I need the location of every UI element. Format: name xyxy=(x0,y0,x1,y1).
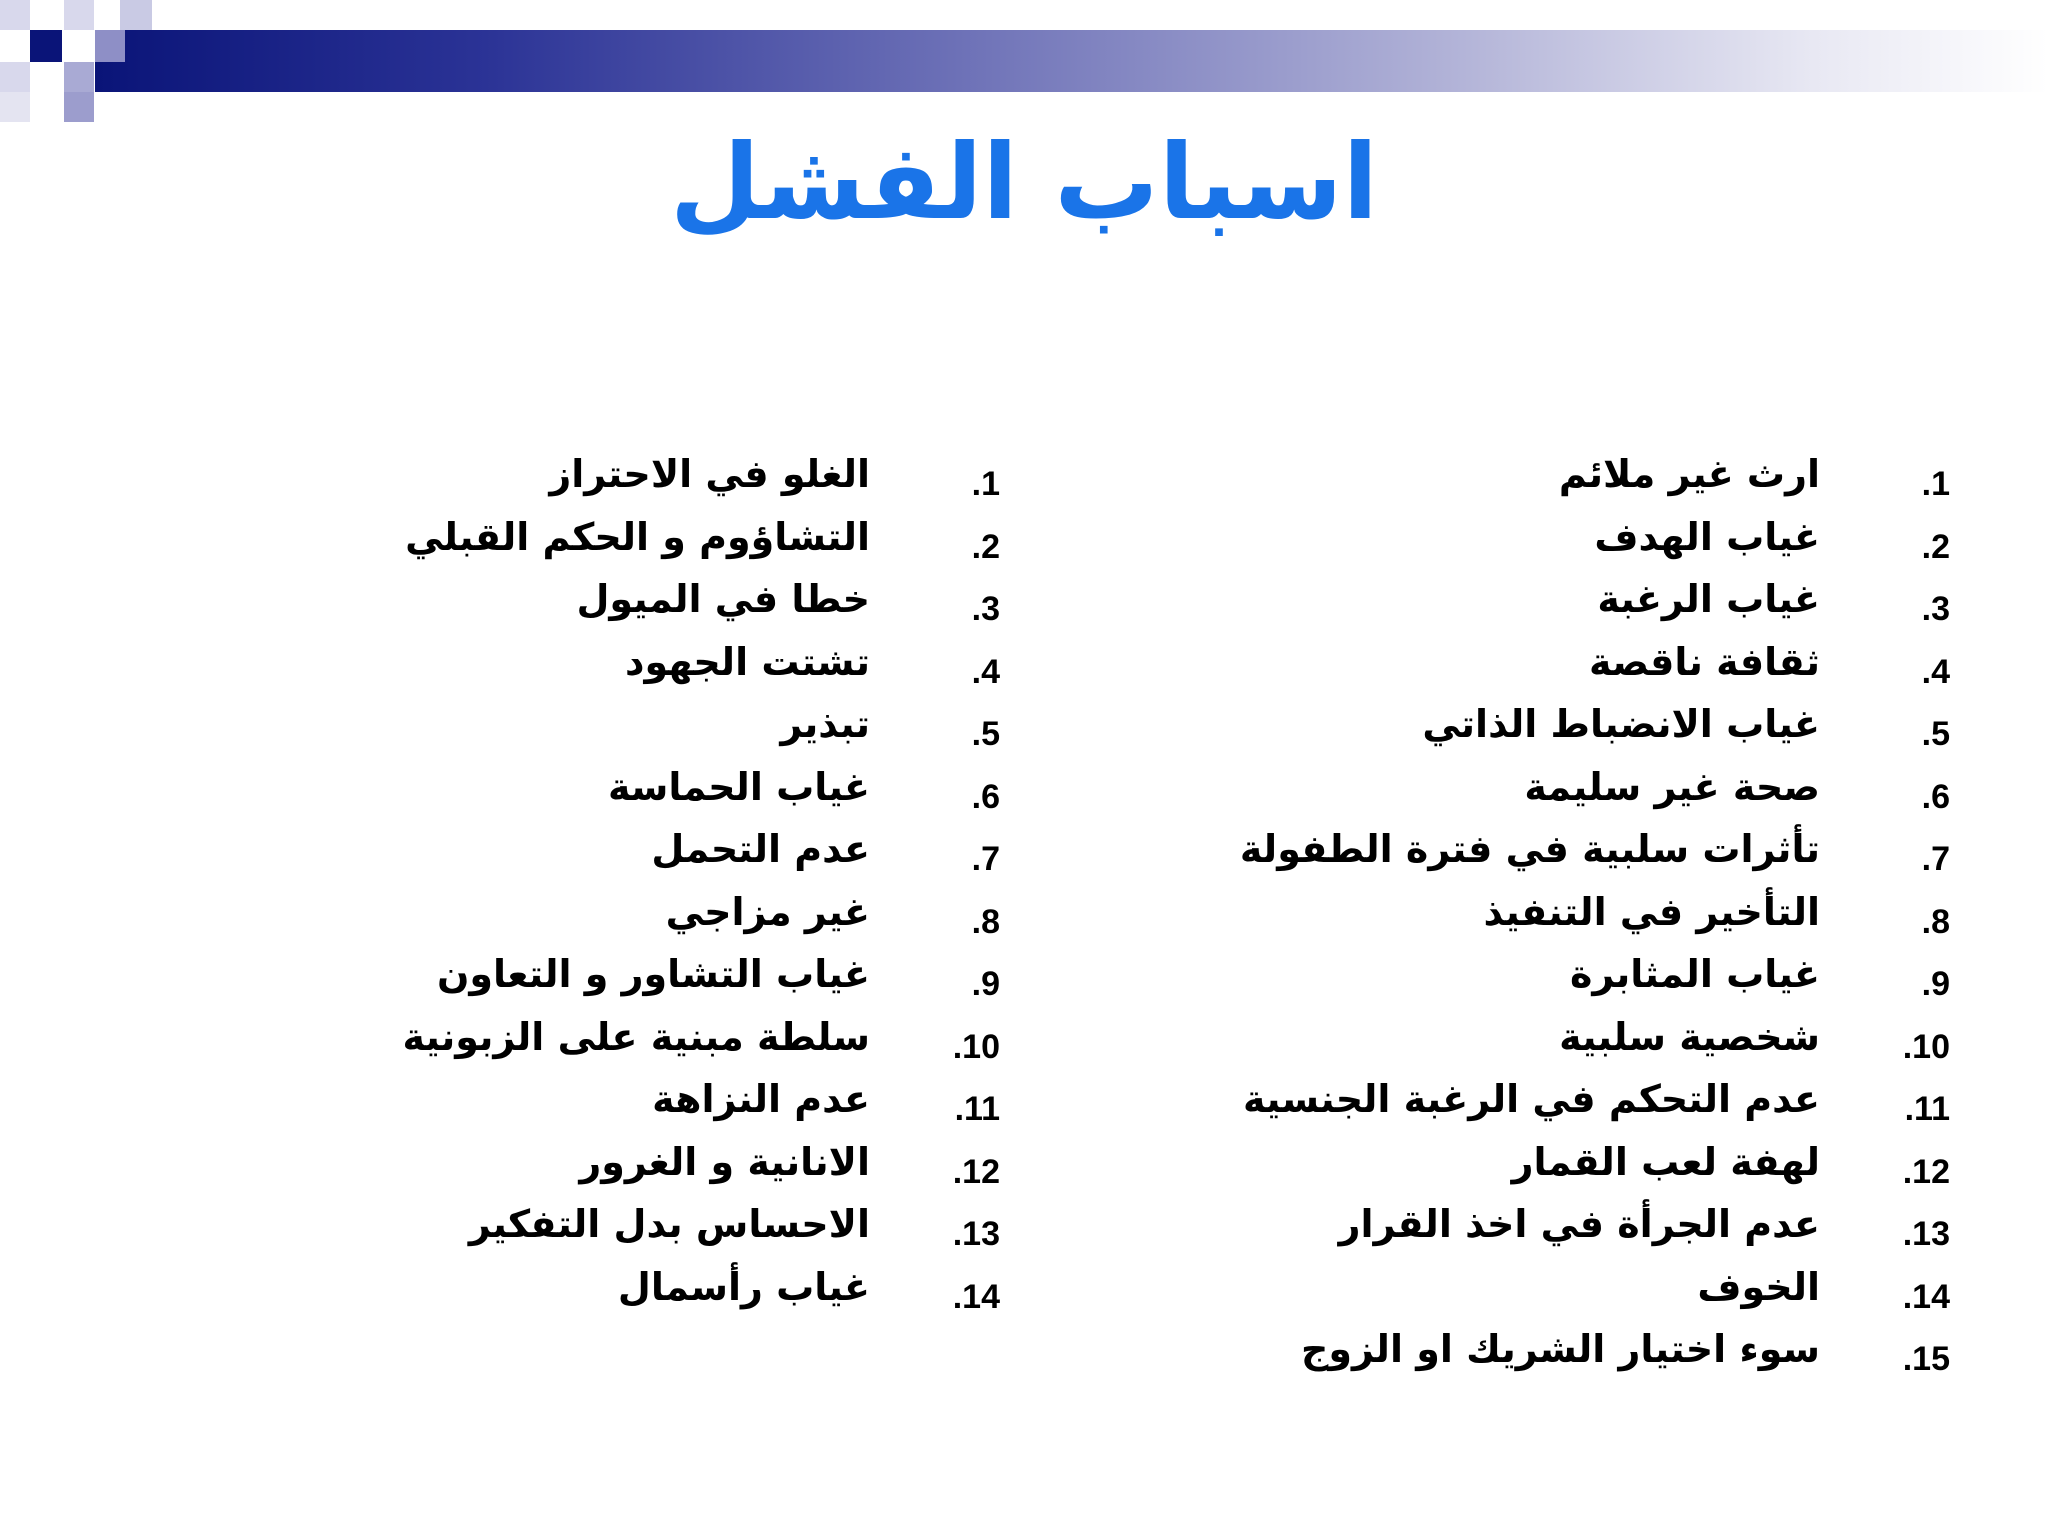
decor-square-light-3 xyxy=(0,62,30,92)
item-text: عدم الجرأة في اخذ القرار xyxy=(1338,1202,1820,1246)
item-number: 9. xyxy=(1921,965,1950,1003)
item-text: غياب الرغبة xyxy=(1597,577,1820,621)
item-number: 14. xyxy=(952,1277,1000,1316)
item-number: 15. xyxy=(1902,1340,1950,1378)
item-text: سوء اختيار الشريك او الزوج xyxy=(1301,1327,1820,1371)
item-number: 10. xyxy=(952,1027,1000,1066)
item-text: غياب رأسمال xyxy=(617,1264,870,1309)
item-text: تشتت الجهود xyxy=(625,639,870,684)
list-item xyxy=(1243,1073,1950,1136)
list-item xyxy=(1270,573,1950,636)
list-item xyxy=(1270,1011,1950,1074)
list-item xyxy=(400,948,1000,1011)
item-text: غياب الحماسة xyxy=(608,764,870,809)
decor-square-mid xyxy=(120,0,152,30)
list-item xyxy=(400,698,1000,761)
item-number: 7. xyxy=(971,840,1000,878)
item-text: غياب الانضباط الذاتي xyxy=(1422,702,1820,746)
item-number: 2. xyxy=(971,527,1000,566)
item-number: 5. xyxy=(971,715,1000,753)
item-text: شخصية سلبية xyxy=(1559,1014,1820,1059)
item-number: 12. xyxy=(1902,1152,1950,1191)
item-text: الخوف xyxy=(1697,1264,1820,1309)
item-text: ثقافة ناقصة xyxy=(1589,639,1820,684)
decor-square-mid-3 xyxy=(64,62,94,92)
list-item xyxy=(1270,761,1950,824)
item-number: 4. xyxy=(1921,652,1950,691)
list-item xyxy=(1270,448,1950,511)
item-number: 12. xyxy=(952,1152,1000,1191)
item-text: عدم التحمل xyxy=(651,827,870,871)
list-item xyxy=(400,448,1000,511)
list-item xyxy=(400,1073,1000,1136)
item-number: 11. xyxy=(1904,1090,1950,1128)
list-item xyxy=(400,1261,1000,1324)
item-text: عدم التحكم في الرغبة الجنسية xyxy=(1243,1077,1820,1121)
item-text: الاحساس بدل التفكير xyxy=(468,1202,870,1246)
list-item xyxy=(400,1198,1000,1261)
list-item xyxy=(400,636,1000,699)
item-number: 10. xyxy=(1902,1027,1950,1066)
list-item xyxy=(1270,636,1950,699)
item-text: عدم النزاهة xyxy=(652,1077,870,1121)
item-number: 6. xyxy=(1921,777,1950,816)
slide-title: اسباب الفشل xyxy=(669,121,1379,243)
item-number: 1. xyxy=(1921,465,1950,503)
item-text: غياب المثابرة xyxy=(1569,952,1820,996)
list-item xyxy=(400,886,1000,949)
item-text: خطا في الميول xyxy=(576,577,870,621)
right-causes-list xyxy=(1239,448,1950,1386)
item-text: غياب التشاور و التعاون xyxy=(436,952,870,996)
list-item xyxy=(1270,886,1950,949)
item-number: 4. xyxy=(971,652,1000,691)
item-number: 14. xyxy=(1902,1277,1950,1316)
item-number: 5. xyxy=(1921,715,1950,753)
header-gradient-bar xyxy=(95,30,2048,92)
list-item xyxy=(400,511,1000,574)
item-text: الغلو في الاحتراز xyxy=(549,452,870,496)
item-text: التشاؤوم و الحكم القبلي xyxy=(405,514,870,559)
list-item xyxy=(1270,511,1950,574)
list-item xyxy=(400,823,1000,886)
item-number: 7. xyxy=(1921,840,1950,878)
list-item xyxy=(1239,823,1950,886)
list-item xyxy=(1270,1323,1950,1386)
list-item xyxy=(400,573,1000,636)
decor-square-mid-2 xyxy=(95,30,125,62)
item-text: صحة غير سليمة xyxy=(1524,764,1820,809)
list-item xyxy=(1270,1261,1950,1324)
list-item xyxy=(1270,698,1950,761)
item-number: 8. xyxy=(971,902,1000,941)
list-item xyxy=(1270,1198,1950,1261)
list-item xyxy=(1270,948,1950,1011)
item-text: الانانية و الغرور xyxy=(579,1139,870,1184)
item-number: 1. xyxy=(971,465,1000,503)
item-number: 6. xyxy=(971,777,1000,816)
decor-square-dark xyxy=(30,30,62,62)
list-item xyxy=(400,1136,1000,1199)
item-text: سلطة مبنية على الزبونية xyxy=(402,1014,870,1059)
item-number: 11. xyxy=(954,1090,1000,1128)
decor-square-light xyxy=(0,0,30,30)
list-item xyxy=(1270,1136,1950,1199)
item-text: غير مزاجي xyxy=(665,889,870,934)
item-text: تأثرات سلبية في فترة الطفولة xyxy=(1239,827,1820,871)
item-text: غياب الهدف xyxy=(1594,514,1820,559)
item-number: 8. xyxy=(1921,902,1950,941)
item-number: 3. xyxy=(971,590,1000,628)
item-text: لهفة لعب القمار xyxy=(1511,1139,1820,1184)
item-number: 13. xyxy=(1902,1215,1950,1253)
list-item xyxy=(400,761,1000,824)
list-item xyxy=(400,1011,1000,1074)
item-text: تبذير xyxy=(780,702,870,746)
item-number: 3. xyxy=(1921,590,1950,628)
item-text: التأخير في التنفيذ xyxy=(1483,889,1820,934)
decor-square-light-2 xyxy=(64,0,94,30)
item-number: 2. xyxy=(1921,527,1950,566)
item-number: 13. xyxy=(952,1215,1000,1253)
left-causes-list xyxy=(400,448,1000,1323)
item-number: 9. xyxy=(971,965,1000,1003)
item-text: ارث غير ملائم xyxy=(1558,452,1820,496)
